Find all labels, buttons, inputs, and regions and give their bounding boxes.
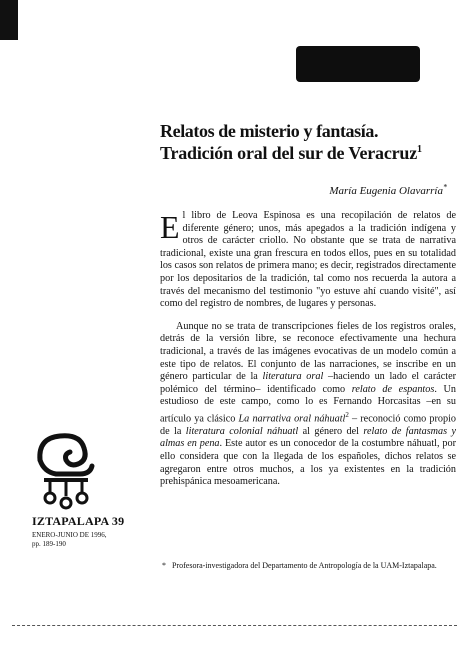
p2-seg1: Aunque no se trata de transcripciones fieles de los registros orales, detrás de la versión libre, se reconoce efectivamente una hechura tradicional, a través de las imágenes evocativas de un modelo común a este tipo de relatos. El conjunto de las narraciones, se inscribe en un género particular de la — [160, 320, 456, 383]
page-bottom-rule — [12, 625, 457, 626]
drop-cap: E — [160, 209, 180, 245]
footnote — [162, 561, 450, 571]
corner-scan-mark — [0, 0, 18, 40]
article-title-block — [160, 120, 456, 164]
author-name: María Eugenia Olavarría — [329, 185, 443, 197]
paragraph-2 — [160, 321, 456, 489]
p2-seg6: . Este autor es un conocedor de la costumbre náhuatl, por ello considera que con la llegada de los españoles, dichos relatos se agregaron entre otros muchos, a los ya existentes en la tradición prehispánica mesoamericana. — [160, 438, 456, 488]
author-byline — [329, 182, 447, 197]
p2-seg5: al género del — [298, 425, 364, 437]
article-title-line2-text: Tradición oral del sur de Veracruz — [160, 143, 418, 163]
footnote-mark: * — [162, 561, 166, 570]
article-body — [160, 210, 456, 489]
paragraph-1 — [160, 210, 456, 311]
journal-info — [32, 514, 154, 548]
section-tab — [296, 46, 420, 82]
p2-italic-1: literatura oral — [262, 371, 324, 383]
journal-pages: pp. 189-190 — [32, 540, 66, 548]
author-note-ref: * — [443, 182, 447, 192]
footnote-text: Profesora-investigadora del Departamento de Antropología de la UAM-Iztapalapa. — [172, 561, 437, 570]
paragraph-1-text: l libro de Leova Espinosa es una recopilación de relatos de diferente género; unos, más apegados a la tradición indígena y otros de carácter criollo. No obstante que se trata de narrativa tradicional, existe una gran frescura en todos ellos, pues en su totalidad los casos son relatos de primera mano; es decir, registrados directamente por los depositarios de la tradición, tal como nos recuerda la autora a través del mecanismo del testimonio "yo estuve ahí cuando visité", así como del registro de nombres, de lugares y personas. — [160, 210, 456, 310]
journal-logo-icon — [34, 430, 96, 510]
journal-issue: ENERO-JUNIO DE 1996, — [32, 531, 107, 539]
article-title-line1: Relatos de misterio y fantasía. — [160, 121, 379, 141]
title-note-ref: 1 — [417, 144, 422, 155]
p2-seg2: –haciendo un lado el carácter polémico del término– identificado como — [160, 371, 456, 395]
p2-seg3: . Un estudioso de este campo, como lo es Fernando Horcasitas –en su artículo ya clásico — [160, 383, 456, 425]
p2-seg4: – reconoció como propio de la — [160, 413, 457, 437]
journal-name: IZTAPALAPA 39 — [32, 514, 125, 528]
p2-italic-5: relato de fantasmas y almas en pena — [160, 425, 457, 450]
article-title-line2 — [160, 142, 456, 164]
p2-italic-3: La narrativa oral náhuatl — [238, 413, 346, 425]
p2-italic-4: literatura colonial náhuatl — [185, 425, 299, 437]
footnote-ref-2: 2 — [345, 410, 349, 419]
p2-italic-2: relato de espantos — [351, 383, 435, 395]
